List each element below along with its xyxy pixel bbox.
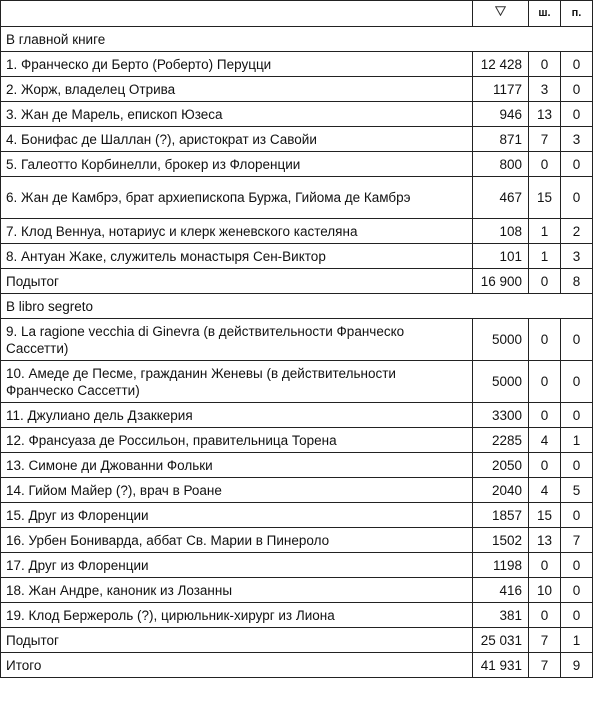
header-name-cell [1, 1, 473, 27]
p-cell: 3 [561, 244, 593, 269]
sh-cell: 0 [529, 603, 561, 628]
table-row [1, 177, 593, 219]
sh-cell: 1 [529, 219, 561, 244]
value-cell: 5000 [473, 361, 529, 403]
value-cell: 101 [473, 244, 529, 269]
p-cell: 0 [561, 102, 593, 127]
value-cell: 16 900 [473, 269, 529, 294]
value-cell: 2050 [473, 453, 529, 478]
sh-cell: 0 [529, 403, 561, 428]
p-cell: 0 [561, 403, 593, 428]
value-cell: 5000 [473, 319, 529, 361]
name-cell: 4. Бонифас де Шаллан (?), аристократ из Савойи [1, 127, 473, 152]
p-cell: 9 [561, 653, 593, 678]
table-row [1, 503, 593, 528]
sh-cell: 4 [529, 428, 561, 453]
value-cell: 108 [473, 219, 529, 244]
value-cell: 2285 [473, 428, 529, 453]
name-cell: 5. Галеотто Корбинелли, брокер из Флоренции [1, 152, 473, 177]
subtotal-row [1, 269, 593, 294]
sh-cell: 15 [529, 503, 561, 528]
p-cell: 5 [561, 478, 593, 503]
value-cell: 2040 [473, 478, 529, 503]
table-row [1, 528, 593, 553]
p-cell: 2 [561, 219, 593, 244]
sh-cell: 3 [529, 77, 561, 102]
name-cell: 2. Жорж, владелец Отрива [1, 77, 473, 102]
p-cell: 0 [561, 77, 593, 102]
name-cell: 17. Друг из Флоренции [1, 553, 473, 578]
sh-cell: 15 [529, 177, 561, 219]
value-cell: 800 [473, 152, 529, 177]
p-cell: 0 [561, 177, 593, 219]
value-cell: 416 [473, 578, 529, 603]
value-cell: 1857 [473, 503, 529, 528]
section-title: В libro segreto [1, 294, 593, 319]
name-cell: 13. Симоне ди Джованни Фольки [1, 453, 473, 478]
total-row [1, 653, 593, 678]
table-row [1, 102, 593, 127]
name-cell: 11. Джулиано дель Дзаккерия [1, 403, 473, 428]
name-cell: 3. Жан де Марель, епископ Юзеса [1, 102, 473, 127]
p-cell: 0 [561, 52, 593, 77]
name-cell: Подытог [1, 269, 473, 294]
ledger-table-body [1, 1, 593, 678]
table-row [1, 152, 593, 177]
section-title-row [1, 27, 593, 52]
sh-cell: 1 [529, 244, 561, 269]
sh-cell: 0 [529, 269, 561, 294]
table-row [1, 403, 593, 428]
sh-cell: 0 [529, 553, 561, 578]
sh-cell: 4 [529, 478, 561, 503]
table-row [1, 361, 593, 403]
sh-cell: 7 [529, 127, 561, 152]
p-cell: 0 [561, 553, 593, 578]
value-cell: 12 428 [473, 52, 529, 77]
subtotal-row [1, 628, 593, 653]
table-row [1, 453, 593, 478]
sh-cell: 7 [529, 628, 561, 653]
p-cell: 1 [561, 628, 593, 653]
p-cell: 0 [561, 319, 593, 361]
triangle-down-icon[interactable] [495, 6, 506, 16]
value-cell: 946 [473, 102, 529, 127]
p-cell: 0 [561, 603, 593, 628]
name-cell: 12. Франсуаза де Россильон, правительница Торена [1, 428, 473, 453]
table-row [1, 244, 593, 269]
header-p: п. [561, 1, 593, 27]
section-title: В главной книге [1, 27, 593, 52]
p-cell: 0 [561, 503, 593, 528]
table-row [1, 219, 593, 244]
value-cell: 3300 [473, 403, 529, 428]
value-cell: 467 [473, 177, 529, 219]
name-cell: Подытог [1, 628, 473, 653]
p-cell: 3 [561, 127, 593, 152]
sh-cell: 0 [529, 52, 561, 77]
table-row [1, 319, 593, 361]
section-title-row [1, 294, 593, 319]
table-row [1, 127, 593, 152]
name-cell: 16. Урбен Бониварда, аббат Св. Марии в Пинероло [1, 528, 473, 553]
p-cell: 0 [561, 152, 593, 177]
table-row [1, 428, 593, 453]
value-cell: 381 [473, 603, 529, 628]
value-cell: 871 [473, 127, 529, 152]
p-cell: 0 [561, 453, 593, 478]
name-cell: 7. Клод Веннуа, нотариус и клерк женевского кастеляна [1, 219, 473, 244]
sh-cell: 13 [529, 102, 561, 127]
name-cell: 14. Гийом Майер (?), врач в Роане [1, 478, 473, 503]
table-row [1, 77, 593, 102]
name-cell: 9. La ragione vecchia di Ginevra (в действительности Франческо Сассетти) [1, 319, 473, 361]
p-cell: 0 [561, 361, 593, 403]
p-cell: 1 [561, 428, 593, 453]
name-cell: 19. Клод Бержероль (?), цирюльник-хирург из Лиона [1, 603, 473, 628]
value-cell: 41 931 [473, 653, 529, 678]
value-cell: 1177 [473, 77, 529, 102]
sh-cell: 0 [529, 319, 561, 361]
sh-cell: 13 [529, 528, 561, 553]
name-cell: 1. Франческо ди Берто (Роберто) Перуцци [1, 52, 473, 77]
name-cell: Итого [1, 653, 473, 678]
sh-cell: 10 [529, 578, 561, 603]
p-cell: 7 [561, 528, 593, 553]
table-row [1, 52, 593, 77]
table-row [1, 578, 593, 603]
header-sh: ш. [529, 1, 561, 27]
table-row [1, 603, 593, 628]
table-row [1, 553, 593, 578]
sh-cell: 0 [529, 453, 561, 478]
header-row [1, 1, 593, 27]
value-cell: 25 031 [473, 628, 529, 653]
name-cell: 18. Жан Андре, каноник из Лозанны [1, 578, 473, 603]
name-cell: 8. Антуан Жаке, служитель монастыря Сен-Виктор [1, 244, 473, 269]
sh-cell: 0 [529, 361, 561, 403]
name-cell: 6. Жан де Камбрэ, брат архиепископа Буржа, Гийома де Камбрэ [1, 177, 473, 219]
p-cell: 0 [561, 578, 593, 603]
name-cell: 15. Друг из Флоренции [1, 503, 473, 528]
sh-cell: 0 [529, 152, 561, 177]
value-cell: 1198 [473, 553, 529, 578]
sh-cell: 7 [529, 653, 561, 678]
name-cell: 10. Амеде де Песме, гражданин Женевы (в действительности Франческо Сассетти) [1, 361, 473, 403]
table-row [1, 478, 593, 503]
value-cell: 1502 [473, 528, 529, 553]
p-cell: 8 [561, 269, 593, 294]
header-value-cell[interactable] [473, 1, 529, 27]
